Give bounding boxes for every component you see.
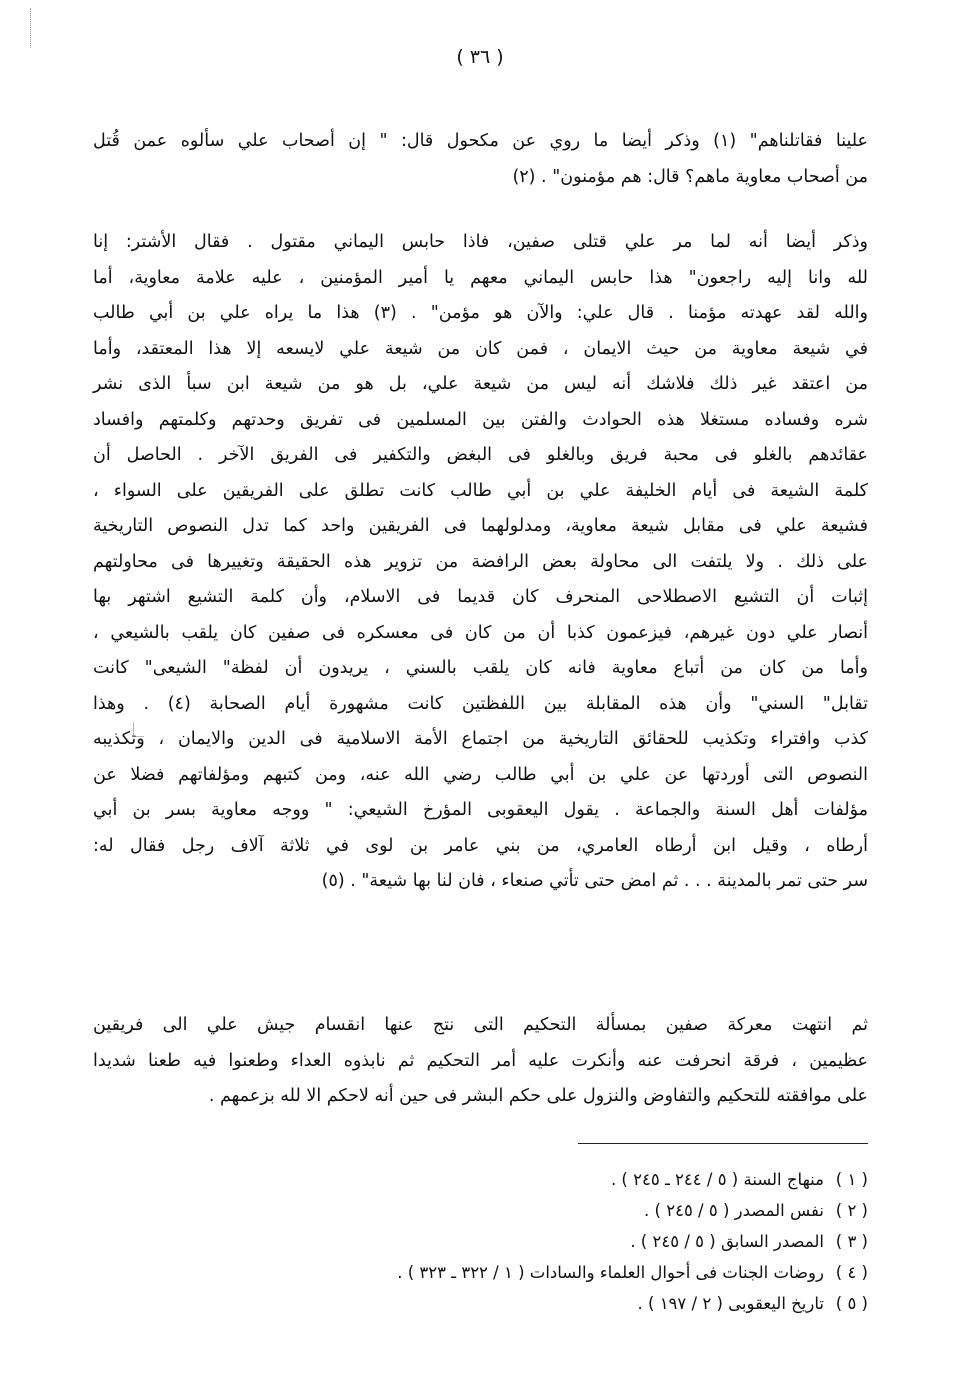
text-line: تقابل" السني" وأن هذه المقابلة بين اللفظتين كانت مشهورة أيام الصحابة (٤) . وهذا	[93, 693, 868, 714]
text-line: عقائدهم بالغلو فى محبة فريق وبالغلو فى البغض والتكفير فى الفريق الآخر . الحاصل أن	[93, 445, 868, 465]
footnote-item	[93, 1195, 868, 1226]
text-line: إثبات أن التشيع الاصطلاحى المنحرف كان قديما فى الاسلام، وأن كلمة التشيع اشتهر بها	[93, 587, 868, 607]
text-line: لله وانا إليه راجعون" هذا حابس اليماني معهم يا أمير المؤمنين ، عليه علامة معاوية، أما	[93, 267, 868, 288]
text-line: عظيمين ، فرقة انحرفت عنه وأنكرت عليه أمر التحكيم ثم نابذوه العداء وطعنوا فيه طعنا شديدا	[93, 1050, 868, 1071]
footnote-number: ( ٥ )	[835, 1294, 868, 1313]
footnote-number: ( ١ )	[835, 1170, 868, 1189]
paragraph-3	[93, 1008, 868, 1115]
paragraph-2	[93, 225, 868, 900]
footnote-item	[93, 1288, 868, 1319]
text-line: مؤلفات أهل السنة والجماعة . يقول اليعقوبى المؤرخ الشيعي: " ووجه معاوية بسر بن أبي	[93, 800, 868, 820]
footnote-number: ( ٢ )	[835, 1201, 868, 1220]
text-line: ثم انتهت معركة صفين بمسألة التحكيم التى نتج عنها انقسام جيش علي الى فريقين	[93, 1015, 868, 1035]
footnote-item	[93, 1226, 868, 1257]
text-line: على موافقته للتحكيم والتفاوض والنزول على حكم البشر فى حين أنه لاحكم الا لله بزعمهم .	[208, 1086, 868, 1106]
text-line: وأما من كان من أتباع معاوية فانه كان يلقب بالسني ، يريدون أن لفظة" الشيعى" كانت	[93, 658, 868, 678]
text-line: والله لقد عهدته مؤمنا . قال علي: والآن هو مؤمن" . (٣) هذا ما يراه علي بن أبي طالب	[93, 303, 868, 323]
text-line: شره وفساده مستغلا هذه الحوادث والفتن بين المسلمين فى تفريق وحدتهم وكلمتهم وافساد	[93, 409, 868, 430]
text-line: سر حتى تمر بالمدينة . . . ثم امض حتى تأتي صنعاء ، فان لنا بها شيعة" . (٥)	[321, 871, 868, 891]
text-line: فشيعة علي فى مقابل شيعة معاوية، ومدلولهما فى الفريقين واحد كما تدل النصوص التاريخية	[93, 516, 868, 536]
footnote-text: روضات الجنات فى أحوال العلماء والسادات ( ١ / ٣٢٢ ـ ٣٢٣ ) .	[397, 1263, 824, 1282]
footnote-text: منهاج السنة ( ٥ / ٢٤٤ ـ ٢٤٥ ) .	[610, 1170, 824, 1189]
footnote-number: ( ٤ )	[835, 1263, 868, 1282]
text-line: من اعتقد غير ذلك فلاشك أنه ليس من شيعة علي، بل هو من شيعة ابن سبأ الذى نشر	[93, 374, 868, 394]
text-line: في شيعة معاوية من حيث الايمان ، فمن كان من شيعة علي لايسعه إلا هذا المعتقد، وأما	[93, 338, 868, 359]
scan-margin-marks	[30, 8, 35, 48]
footnotes	[93, 1164, 868, 1319]
footnote-text: تاريخ اليعقوبى ( ٢ / ١٩٧ ) .	[637, 1294, 824, 1313]
text-line: وذكر أيضا أنه لما مر علي قتلى صفين، فاذا حابس اليماني مقتول . فقال الأشتر: إنا	[93, 232, 868, 252]
text-line: كلمة الشيعة فى أيام الخليفة علي بن أبي طالب كانت تطلق على الفريقين على السواء ،	[93, 480, 868, 501]
paragraph-1	[93, 124, 868, 195]
page-number: ( ٣٦ )	[456, 46, 504, 68]
text-line: كذب وافتراء وتكذيب للحقائق التاريخية من اجتماع الأمة الاسلامية فى الدين والايمان ، وتكذيبه	[93, 729, 868, 749]
text-line: من أصحاب معاوية ماهم؟ قال: هم مؤمنون" . (٢)	[512, 166, 868, 187]
text-line: أنصار علي دون غيرهم، فيزعمون كذبا أن من كان فى معسكره فى صفين كان يلقب بالشيعي ،	[93, 622, 868, 643]
footnote-text: المصدر السابق ( ٥ / ٢٤٥ ) .	[630, 1232, 824, 1251]
footnote-number: ( ٣ )	[835, 1232, 868, 1251]
footnote-text: نفس المصدر ( ٥ / ٢٤٥ ) .	[644, 1201, 824, 1220]
footnote-item	[93, 1164, 868, 1195]
text-line: النصوص التى أوردتها عن علي بن أبي طالب رضي الله عنه، ومن كتبهم ومؤلفاتهم فضلا عن	[93, 764, 868, 785]
text-line: على ذلك . ولا يلتفت الى محاولة بعض الرافضة من تزوير هذه الحقيقة وتغييرها فى محاولتهم	[93, 551, 868, 572]
text-line: علينا فقاتلناهم" (١) وذكر أيضا ما روي عن مكحول قال: " إن أصحاب علي سألوه عمن قُتل	[93, 131, 868, 151]
text-line: أرطاه ، وقيل ابن أرطاه العامري، من بني عامر بن لوى في ثلاثة آلاف رجل فقال له:	[93, 835, 868, 856]
footnote-item	[93, 1257, 868, 1288]
footnote-separator	[578, 1143, 868, 1144]
